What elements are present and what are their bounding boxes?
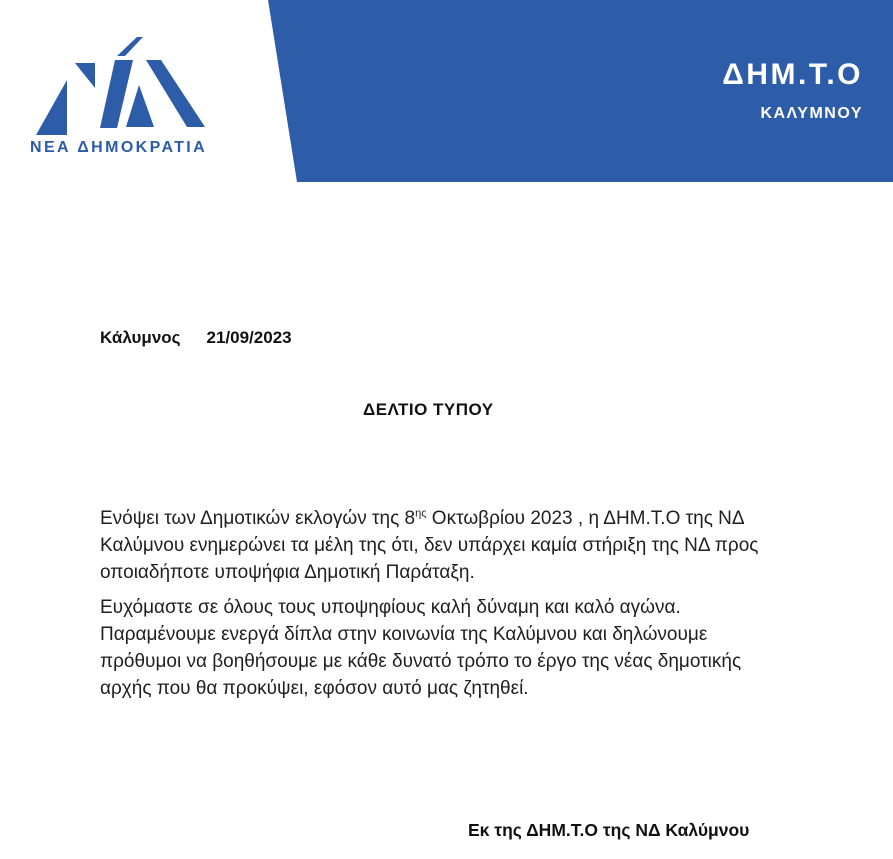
banner-text-block [722, 58, 863, 123]
paragraph-2-line-3: πρόθυμοι να βοηθήσουμε με κάθε δυνατό τρόπο το έργο της νέας δημοτικής [100, 651, 742, 672]
logo-delta-tonos [117, 37, 143, 56]
dateline-place: Κάλυμνος [100, 328, 181, 347]
p1-line1-superscript: ης [415, 507, 427, 520]
logo-delta-right-stroke [146, 60, 205, 127]
paragraph-2 [100, 594, 860, 702]
logo-delta-left-stroke [100, 60, 133, 128]
paragraph-1-line-2: Καλύμνου ενημερώνει τα μέλη της ότι, δεν υπάρχει καμία στήριξη της ΝΔ προς [100, 535, 759, 556]
nd-logo-wordmark: ΝΕΑ ΔΗΜΟΚΡΑΤΙΑ [30, 139, 208, 156]
logo-n-top-triangle [75, 63, 95, 88]
paragraph-2-line-1: Ευχόμαστε σε όλους τους υποψηφίους καλή δύναμη και καλό αγώνα. [100, 597, 681, 618]
logo-delta-inner-triangle [126, 85, 154, 127]
paragraph-2-line-2: Παραμένουμε ενεργά δίπλα στην κοινωνία της Καλύμνου και δηλώνουμε [100, 624, 708, 645]
paragraph-1-line-1 [100, 505, 860, 532]
dateline-date: 21/09/2023 [206, 328, 292, 347]
document-title: ΔΕΛΤΙΟ ΤΥΠΟΥ [363, 400, 494, 419]
nd-logo [30, 30, 230, 157]
logo-n-left-triangle [36, 80, 67, 135]
p1-line1-post: Οκτωβρίου 2023 , η ΔΗΜ.Τ.Ο της ΝΔ [426, 508, 745, 529]
banner-org-title: ΔΗΜ.Τ.Ο [722, 58, 863, 91]
banner-location: ΚΑΛΥΜΝΟΥ [760, 105, 863, 122]
p1-line1-pre: Ενόψει των Δημοτικών εκλογών της 8 [100, 508, 416, 529]
paragraph-1-line-3: οποιαδήποτε υποψήφια Δημοτική Παράταξη. [100, 562, 475, 583]
signature-line: Εκ της ΔΗΜ.Τ.Ο της ΝΔ Καλύμνου [468, 820, 750, 840]
nd-logo-mark-icon [30, 30, 210, 136]
paragraph-2-line-4: αρχής που θα προκύψει, εφόσον αυτό μας ζητηθεί. [100, 678, 529, 699]
paragraph-1 [100, 505, 860, 586]
dateline [100, 328, 292, 348]
